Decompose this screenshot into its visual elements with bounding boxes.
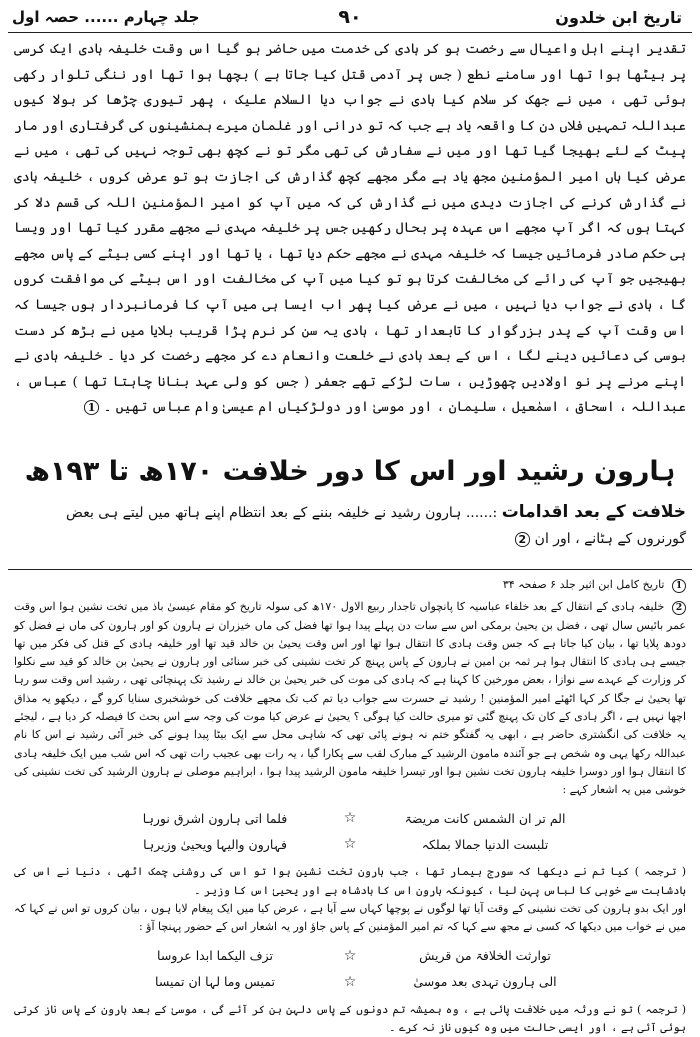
footnote-1-number: 1: [672, 579, 686, 593]
star-icon: ☆: [343, 947, 357, 964]
main-paragraph: [14, 37, 686, 421]
footnote-marker-1[interactable]: 1: [84, 400, 100, 415]
hemistich-left: تمیس وما لہا ان تمیسا: [155, 974, 275, 990]
hemistich-right: تلبست الدنیا جمالا بملکہ: [421, 836, 549, 852]
section-line: [14, 499, 686, 553]
page-header: [8, 6, 692, 33]
hemistich-right: توارثت الخلافۃ من قریش: [419, 948, 551, 964]
footnotes: [14, 576, 686, 800]
poem-verse: [8, 943, 692, 969]
poem-1: [8, 805, 692, 857]
footnote-marker-2[interactable]: 2: [515, 532, 531, 547]
translation-1: ( ترجمہ ) کیا تم نے دیکھا کہ سورج بیمار تھا ، جب ہارون تخت نشین ہوا تو اس کی روشنی چمک اٹھی ، دنیا نے اس کی بادشاہت سے خوبی کا لباس پہن لیا ، کیونکہ ہارون اس کا بادشاہ ہے اور یحییٰ اس کا وزیر ۔: [14, 865, 686, 897]
sub-text: :...... ہارون رشید نے خلیفہ بننے کے بعد انتظام اپنے ہاتھ میں لیتے ہی بعض گورنروں کے ہٹانے ، اور ان: [66, 504, 686, 547]
hemistich-left: فلما اتی ہارون اشرق نورہا: [142, 810, 288, 826]
poem-verse: [8, 969, 692, 995]
translation-2: ( ترجمہ ) تو نے ورثہ میں خلافت پائی ہے ، وہ ہمیشہ تم دونوں کے پاس دلہن بن کر آئے گی ، موسیٰ کے بعد ہارون کے پاس ناز کرتی ہوئی آئی ہے ، اور ایسی حالت میں وہ کیوں ناز نہ کرے ۔: [14, 1002, 686, 1034]
chapter-heading: ہارون رشید اور اس کا دور خلافت ۱۷۰ھ تا ۱۹۳ھ: [24, 455, 676, 487]
page: [8, 6, 692, 1034]
footnote-2-number: 2: [672, 601, 686, 615]
footnote-1: [14, 576, 686, 594]
star-icon: ☆: [343, 836, 357, 853]
volume-label: جلد چہارم ...... حصہ اول: [12, 8, 200, 26]
hemistich-right: الم تر ان الشمس کانت مریضۃ: [404, 810, 566, 826]
poem-verse: [8, 805, 692, 831]
hemistich-left: تزف الیکما ابدا عروسا: [157, 948, 273, 964]
sub-heading: خلافت کے بعد اقدامات: [501, 501, 686, 522]
footnote-1-text: تاریخ کامل ابن اثیر جلد ۶ صفحہ ۳۴: [502, 577, 665, 591]
book-title: تاریخ ابن خلدون: [555, 8, 682, 27]
footnote-divider: [8, 569, 692, 570]
footnote-2-text: خلیفہ ہادی کے انتقال کے بعد خلفاء عباسیہ کا پانچواں تاجدار ربیع الاول ۱۷۰ھ کی سولہ تاریخ کو مقام عیسیٰ باذ میں تخت نشین ہوا اس وقت عمر بائیس سال تھی ، فضل بن یحییٰ برمکی اس سے سات دن پہلے پیدا ہوا تھا فضل کی ماں خیزران نے ہارون کو اور ہارون کی ماں نے فضل کو دودھ پلایا تھا ، بیان کیا جاتا ہے کہ جس وقت ہادی کا انتقال ہوا تھا اور اس وقت یحییٰ بن خالد قید تھا اور خلیفہ ہادی کے قتل کی فکر میں تھا جیسے ہی ہادی کا انتقال ہوا ہر ثمہ بن امین نے ہارون کے پاس پہنچ کر تخت نشینی کی خبر سنائی اور ہارون نے یحییٰ بن خالد کو قید سے نکلوا کر وزارت کے عہدے سے نوازا ، بعض مورخین کا کہنا ہے کہ ہادی کی موت کی خبر یحییٰ بن خالد نے رشید تک پہنچائی تھی ، رشید اس وقت سو رہا تھا یحییٰ نے جگا کر کہا اٹھئے امیر المؤمنین ! رشید نے حسرت سے جواب دیا تم کب تک مجھے خلافت کی خوشخبری سنایا کرو گے ، دیکھو یہ مذاق اچھا نہیں ہے ، اگر ہادی کے کان تک پہنچ گئی تو میری حالت کیا ہوگی ؟ یحییٰ نے عرض کیا موت کی وجہ سے اس بحث کا فیصلہ کر دیا ہے ، لیجئے یہ خلافت کی انگشتری حاضر ہے ، ابھی یہ گفتگو ختم نہ ہونے پائی تھی کہ شاہی محل سے ایک بیٹا پیدا ہونے کی خبر آئی رشید نے اس کا نام عبداللہ رکھا یہی وہ شخص ہے جو آئندہ مامون الرشید کے مبارک لقب سے پکارا گیا ، یہ رات بھی عجیب رات تھی کہ اس شب میں ایک خلیفہ ہادی کا انتقال ہوا اور دوسرا خلیفہ ہارون تخت نشین ہوا اور تیسرا خلیفہ مامون الرشید پیدا ہوا ، ابراہیم موصلی نے ہارون الرشید کی تخت نشینی کی خوشی میں یہ اشعار کہے :: [14, 600, 686, 797]
footnote-2-continued: اور ایک بدو ہارون کی تخت نشینی کے وقت آیا تھا لوگوں نے پوچھا کہاں سے آیا ہے ، عرض کیا میں ایک پیغام لایا ہوں ، بیان کروں تو اس نے کہا کہ میں نے خواب میں دیکھا کہ کسی نے مجھ سے کہا کہ تم امیر المؤمنین کے پاس جاؤ اور یہ اشعار اس کے حضور پہنچا آؤ :: [14, 902, 686, 934]
page-number: ۹۰: [338, 6, 362, 28]
poem-verse: [8, 831, 692, 857]
star-icon: ☆: [343, 810, 357, 827]
star-icon: ☆: [343, 973, 357, 990]
main-paragraph-text: تقدیر اپنے اہل واعیال سے رخصت ہو کر ہادی کی خدمت میں حاضر ہو گیا اس وقت خلیفہ ہادی ایک کرسی پر بیٹھا ہوا تھا اور سامنے نطع ( جس پر آدمی قتل کیا جاتا ہے ) بچھا ہوا تھا اور ننگی تلوار رکھی ہوئی تھی ، میں نے جھک کر سلام کیا ہادی نے جواب دیا السلام علیک ، پھر تیوری چڑھا کر بولا کیوں عبداللہ تمہیں فلاں دن کا واقعہ یاد ہے جب کہ تو درانی اور غلمان میرے ہمنشینوں کی گرفتاری اور مار پیٹ کے لئے بھیجا گیا تھا اور میں نے سفارش کی تھی مگر تو نے کچھ بھی توجہ نہیں کی تھی ، میں نے عرض کیا ہاں امیر المؤمنین مجھ یاد ہے مگر مجھے کچھ گذارش کی اجازت ہو تو عرض کروں ، خلیفہ ہادی نے گذارش کرنے کی اجازت دیدی میں نے گذارش کی کہ میں آپ کو امیر المؤمنین اللہ کی قسم دلا کر کہتا ہوں کہ اگر آپ مجھے اس عہدہ پر بحال رکھیں جس پر خلیفہ مہدی نے مجھے مقرر کیا تھا اور ویسا ہی حکم صادر فرمائیں جیسا کہ خلیفہ مہدی نے مجھے حکم دیا تھا ، یا تھا اور اپنے کسی بیٹے کے پاس مجھے بھیجیں جو آپ کی رائے کی مخالفت کرتا ہو تو کیا میں آپ کی مخالفت اور اس بیٹے کی موافقت کروں گا ، ہادی نے جواب دیا نہیں ، میں نے عرض کیا پھر اب ایسا ہی میں آپ کا فرمانبردار ہوں جیسا کہ اس وقت آپ کے پدر بزرگوار کا تابعدار تھا ، ہادی یہ سن کر نرم پڑا قریب بلایا میں نے بڑھ کر دست بوسی کی دعائیں دینے لگا ، اس کے بعد ہادی نے خلعت وانعام دے کر مجھے رخصت کر دیا ۔ خلیفہ ہادی نے اپنے مرنے پر نو اولادیں چھوڑیں ، سات لڑکے تھے جعفر ( جس کو ولی عہد بنانا چاہتا تھا ) عباس ، عبداللہ ، اسحاق ، اسمٰعیل ، سلیمان ، اور موسیٰ اور دولڑکیاں ام عیسیٰ وام عباس تھیں ۔: [14, 42, 686, 416]
footnote-2: [14, 598, 686, 799]
hemistich-left: فہارون والیہا ویحییٰ وزیرہا: [143, 836, 287, 852]
hemistich-right: الی ہارون تہدی بعد موسیٰ: [413, 974, 557, 990]
